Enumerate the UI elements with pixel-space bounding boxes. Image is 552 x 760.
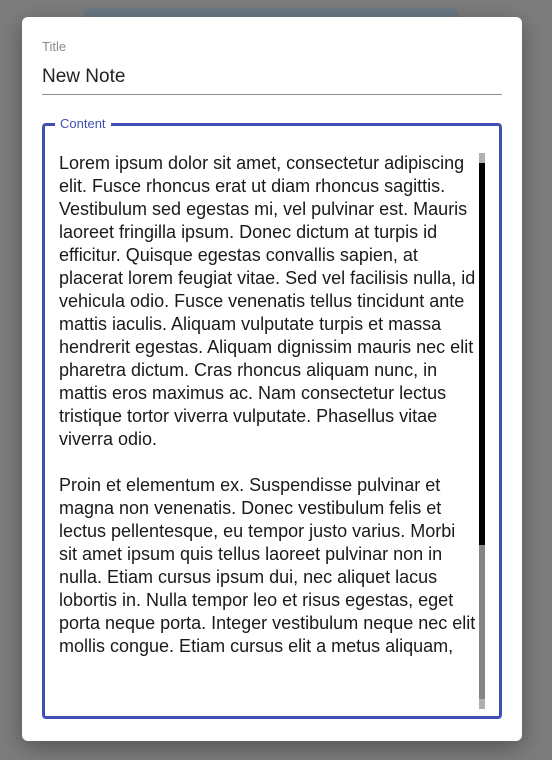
title-label: Title [42, 39, 67, 54]
scrollbar-track-lower[interactable] [479, 545, 485, 699]
title-input[interactable] [42, 60, 502, 95]
content-scrollbar[interactable] [479, 153, 485, 709]
scrollbar-thumb[interactable] [479, 163, 485, 545]
content-field [42, 117, 502, 719]
scroll-up-arrow[interactable] [479, 153, 485, 163]
content-label: Content [60, 116, 106, 131]
scroll-down-arrow[interactable] [479, 699, 485, 709]
note-dialog [22, 17, 522, 741]
content-textarea[interactable] [59, 152, 477, 708]
